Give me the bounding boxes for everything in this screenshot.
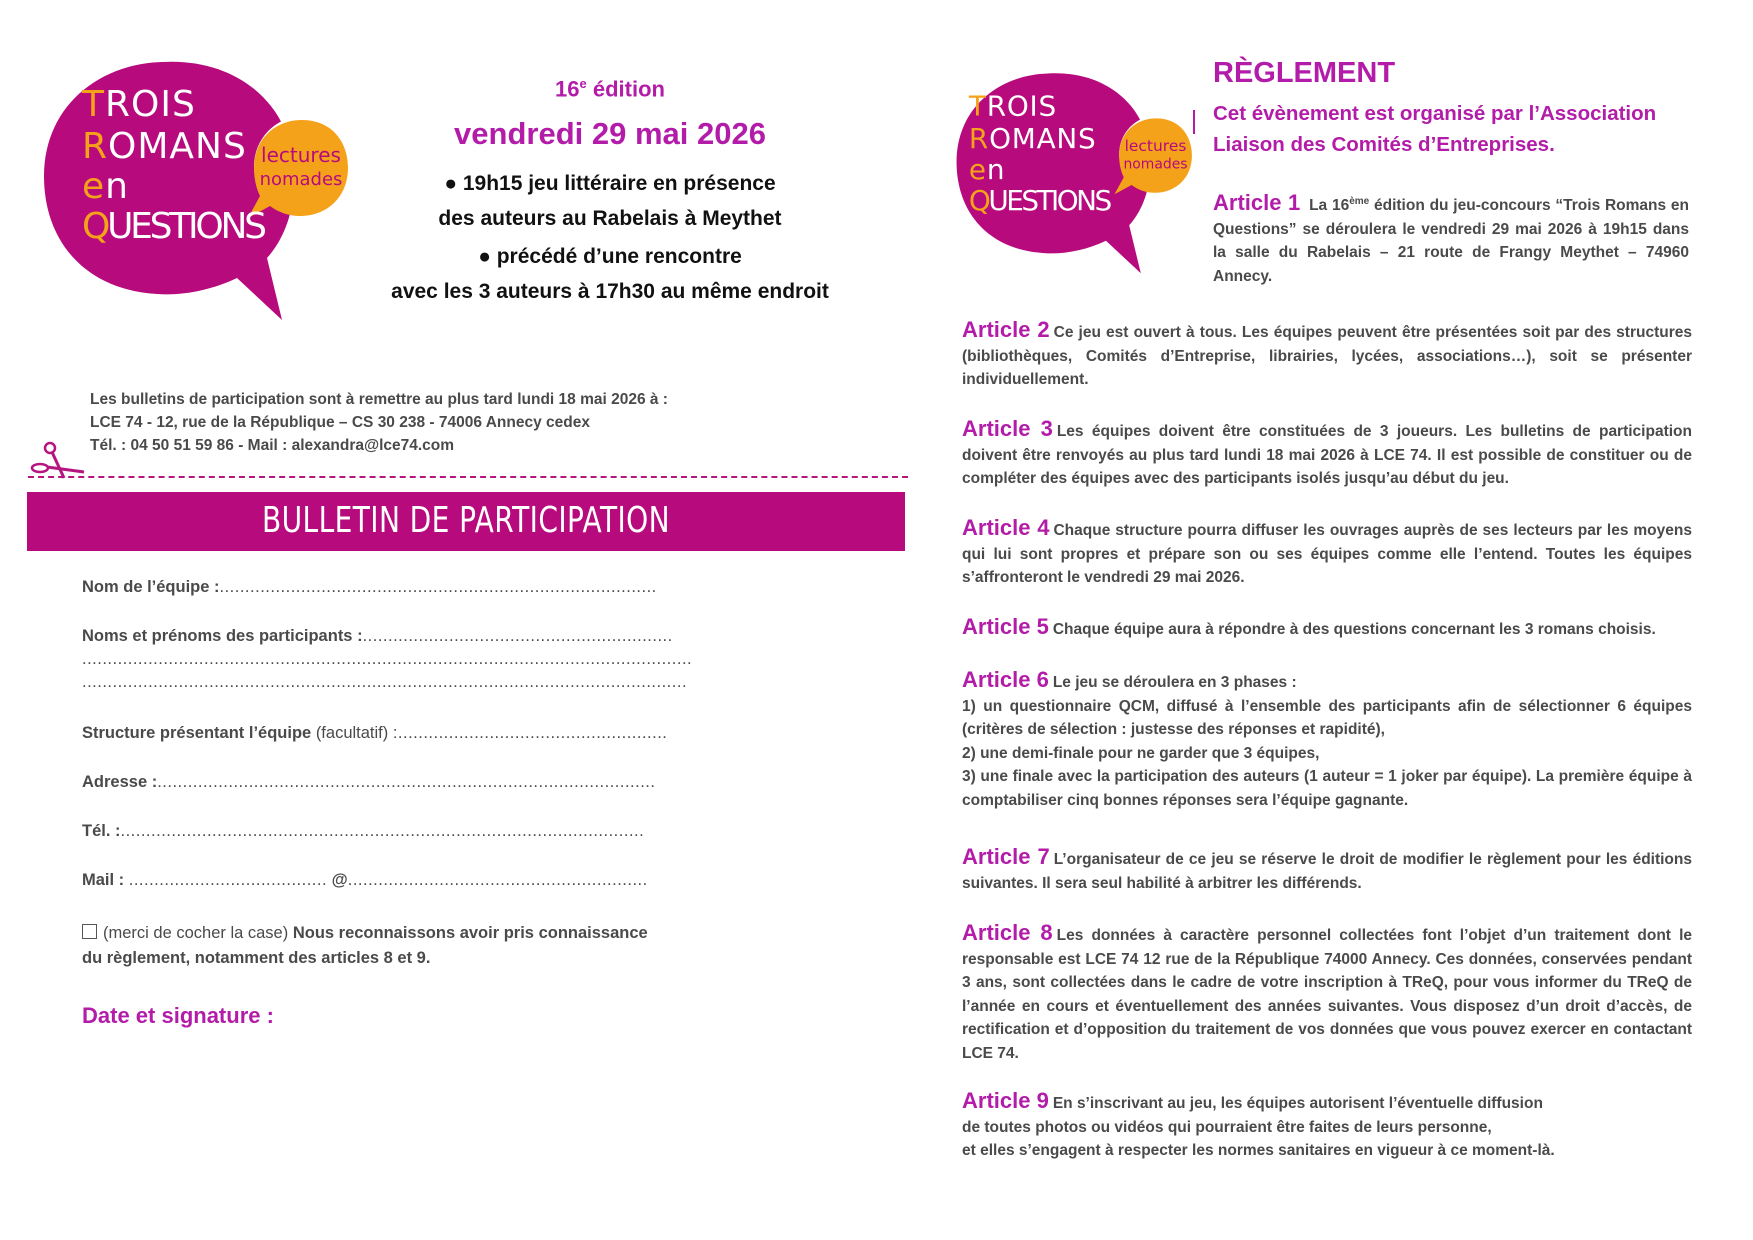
article-8 [962,921,1692,1065]
address-dots[interactable]: .................................................................................................. [157,773,656,791]
edition-word: édition [592,76,665,102]
reglement-subtitle [1213,98,1713,160]
logo-right-bubble-lectures: lectures [1124,136,1187,155]
event-line-4: avec les 3 auteurs à 17h30 au même endroit [391,280,829,303]
logo-word-romans: OMANS [108,126,247,167]
svg-text:QUESTIONS [82,206,268,247]
article-7-label: Article 7 [962,844,1050,869]
mail-user-dots[interactable]: ....................................... [128,871,328,889]
event-date: vendredi 29 mai 2026 [454,116,766,151]
tel-field[interactable] [82,822,644,841]
svg-text:TROIS [968,89,1057,122]
article-6-text: Le jeu se déroulera en 3 phases : [1052,674,1297,691]
logo-word-trois: ROIS [105,84,196,125]
mail-field[interactable] [82,871,648,890]
team-name-field[interactable] [82,578,657,597]
tel-label: Tél. : [82,822,121,840]
logo-initial-q: Q [82,206,112,247]
edition-heading [370,76,850,102]
treq-logo-left [42,58,352,323]
participants-label: Noms et prénoms des participants : [82,627,363,645]
mail-domain-dots[interactable]: ........................................................... [347,871,648,889]
structure-field[interactable] [82,724,667,743]
bulletin-title: BULLETIN DE PARTICIPATION [261,500,671,541]
edition-number: 16 [555,76,580,102]
logo-right-initial-r: R [968,121,990,155]
structure-dots[interactable]: :..................................................... [392,724,668,742]
article-1-sup: ème [1349,196,1370,207]
svg-text:en [969,153,1005,186]
reglement-title: RÈGLEMENT [1213,57,1396,89]
svg-text:en [82,166,129,207]
logo-right-word-trois: ROIS [986,89,1058,123]
article-9-label: Article 9 [962,1088,1049,1113]
article-2-label: Article 2 [962,317,1050,342]
article-8-label: Article 8 [962,920,1053,945]
logo-initial-e: e [82,166,106,207]
decorative-tick [1193,110,1195,134]
logo-initial-t: T [82,84,105,125]
participants-line-2[interactable] [82,650,692,669]
article-9-line-1: En s’inscrivant au jeu, les équipes autorisent l’éventuelle diffusion [1052,1095,1543,1112]
contact-deadline: Les bulletins de participation sont à remettre au plus tard lundi 18 mai 2026 à : [90,391,668,408]
consent-block [82,921,648,971]
logo-right-initial-e: e [968,152,987,186]
article-2 [962,318,1692,392]
logo-right-word-en: n [986,152,1006,186]
mail-label: Mail : [82,871,125,889]
mail-at: @ [331,871,348,889]
signature-label: Date et signature : [82,1003,274,1028]
edition-suffix: e [579,76,587,91]
article-5-label: Article 5 [962,614,1049,639]
article-3-label: Article 3 [962,416,1053,441]
article-7 [962,845,1692,895]
structure-label: Structure présentant l’équipe [82,724,312,742]
contact-phone-mail: Tél. : 04 50 51 59 86 - Mail : alexandra@lce74.com [90,437,455,454]
article-1 [1213,190,1689,288]
logo-initial-r: R [82,126,109,167]
bulletin-banner [27,492,905,551]
svg-text:ROMANS [82,126,247,167]
article-1-text: édition du jeu-concours “Trois Romans en Questions” se déroulera le vendredi 29 mai 2026 à 19h15 dans la salle du Rabelais – 21 route de Frangy Meythet – 74960 Annecy. [1213,197,1689,285]
tel-dots[interactable]: ....................................................................................................... [120,822,645,840]
article-3 [962,417,1692,491]
svg-text:ROMANS [969,122,1097,155]
scissors-icon [30,440,86,485]
article-1-pre: La 16 [1309,197,1350,215]
logo-right-initial-t: T [968,89,987,123]
participants-dots-1[interactable]: ............................................................. [362,627,673,645]
logo-right-bubble-nomades: nomades [1123,156,1188,173]
team-name-dots[interactable]: ...................................................................................... [219,578,657,596]
article-8-text: Les données à caractère personnel collectées font l’objet d’un traitement dont le responsable est LCE 74 12 rue de la République 74000 Annecy. Ces données, conservées pendant 3 ans, sont collectées dans le cadre de votre inscription à TReQ, pour vous informer du TReQ de l’année en cours et éventuellement des années suivantes. Vous disposez d’un droit d’accès, de rectification et d’opposition du traitement de vos données que vous pouvez exercer en contactant LCE 74. [962,927,1692,1062]
article-4-text: Chaque structure pourra diffuser les ouvrages auprès de ses lecteurs par les moyens qui lui sont propres et prépare son ou ses équipes comme elle l’entend. Toutes les équipes s’affronteront le vendredi 29 mai 2026. [962,522,1692,586]
article-6-phase-2: 2) une demi-finale pour ne garder que 3 équipes, [962,744,1320,762]
participants-dots-2[interactable]: ........................................................................................................................ [82,650,693,668]
article-6-phase-1: 1) un questionnaire QCM, diffusé à l’ensemble des participants afin de sélectionner 6 équipes (critères de sélection : justesse des réponses et rapidité), [962,697,1692,738]
participants-line-3[interactable] [82,673,687,692]
logo-right-word-questions: UESTIONS [988,183,1113,217]
article-3-text: Les équipes doivent être constituées de 3 joueurs. Les bulletins de participation doivent être renvoyés au plus tard lundi 18 mai 2026 à LCE 74. Il est possible de constituer ou de compléter des équipes avec des participants isolés jusqu’au début du jeu. [962,423,1692,487]
logo-word-questions: UESTIONS [107,206,268,247]
article-9 [962,1089,1692,1163]
address-label: Adresse : [82,773,158,791]
article-6-phase-3: 3) une finale avec la participation des auteurs (1 auteur = 1 joker par équipe). La première équipe à comptabiliser cinq bonnes réponses sera l’équipe gagnante. [962,768,1692,809]
cut-line [28,476,908,478]
article-5 [962,615,1692,642]
article-7-text: L’organisateur de ce jeu se réserve le droit de modifier le règlement pour les éditions suivantes. Il sera seul habilité à arbitrer les différends. [962,851,1692,892]
participants-field[interactable] [82,627,673,646]
structure-optional: (facultatif) [315,724,389,742]
article-6 [962,668,1692,812]
article-4-label: Article 4 [962,515,1050,540]
article-9-line-3: et elles s’engagent à respecter les normes sanitaires en vigueur à ce moment-là. [962,1142,1555,1159]
reglement-subtitle-2: Liaison des Comités d’Entreprises. [1213,133,1555,156]
logo-bubble-nomades: nomades [259,169,343,190]
contact-block [90,388,668,457]
article-6-label: Article 6 [962,667,1049,692]
logo-word-en: n [105,166,129,207]
article-5-text: Chaque équipe aura à répondre à des questions concernant les 3 romans choisis. [1052,621,1656,638]
address-field[interactable] [82,773,655,792]
reglement-subtitle-1: Cet évènement est organisé par l’Association [1213,102,1657,125]
article-4 [962,516,1692,590]
consent-checkbox[interactable] [82,924,97,939]
event-line-3: ● précédé d’une rencontre [478,245,742,268]
article-1-label: Article 1 [1213,190,1301,216]
consent-text-2: du règlement, notamment des articles 8 et 9. [82,949,431,967]
logo-bubble-lectures: lectures [261,143,341,167]
article-9-line-2: de toutes photos ou vidéos qui pourraient être faites de leurs personne, [962,1118,1492,1136]
consent-text-1: Nous reconnaissons avoir pris connaissance [292,924,648,942]
event-line-1: ● 19h15 jeu littéraire en présence [444,172,776,195]
consent-hint: (merci de cocher la case) [103,924,289,942]
logo-right-initial-q: Q [968,183,992,217]
participants-dots-3[interactable]: ....................................................................................................................... [82,673,688,691]
svg-text:TROIS [81,84,196,125]
treq-logo-right [955,68,1195,278]
team-name-label: Nom de l’équipe : [82,578,220,596]
article-2-text: Ce jeu est ouvert à tous. Les équipes peuvent être présentées soit par des structures (bibliothèques, Comités d’Entreprise, librairies, lycées, associations…), soit se présenter individuellement. [962,324,1692,388]
contact-address: LCE 74 - 12, rue de la République – CS 30 238 - 74006 Annecy cedex [90,414,590,431]
svg-text:QUESTIONS [969,184,1113,217]
event-line-2: des auteurs au Rabelais à Meythet [438,207,782,230]
logo-right-word-romans: OMANS [989,121,1097,155]
